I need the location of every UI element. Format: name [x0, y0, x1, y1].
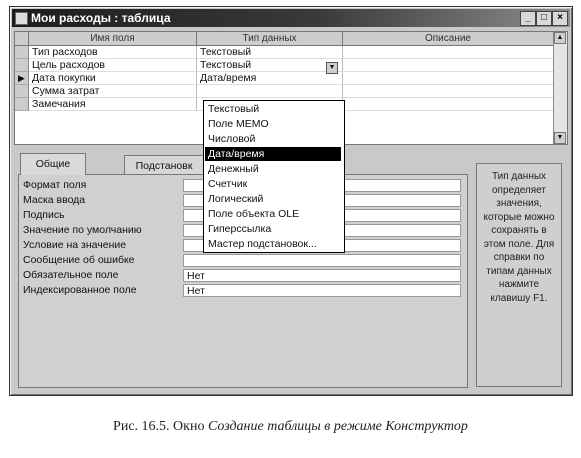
dropdown-option[interactable]: Поле МЕМО — [208, 118, 269, 130]
field-name-cell[interactable]: Сумма затрат — [29, 85, 197, 98]
description-cell[interactable] — [343, 85, 554, 98]
property-label: Формат поля — [23, 179, 87, 191]
title-bar[interactable] — [12, 9, 570, 27]
dropdown-option[interactable]: Логический — [208, 193, 264, 205]
row-selector[interactable] — [15, 46, 29, 59]
dropdown-option[interactable]: Мастер подстановок... — [208, 238, 317, 250]
grid-vertical-scrollbar[interactable] — [553, 32, 567, 144]
field-name-cell[interactable]: Замечания — [29, 98, 197, 111]
property-value[interactable]: Нет — [183, 284, 461, 297]
dropdown-option-selected[interactable]: Дата/время — [205, 147, 341, 161]
description-cell[interactable] — [343, 46, 554, 59]
maximize-button[interactable]: □ — [536, 11, 552, 26]
current-row-marker[interactable]: ▶ — [15, 72, 29, 85]
property-label: Обязательное поле — [23, 269, 119, 281]
scroll-up-icon[interactable]: ▲ — [554, 32, 566, 44]
minimize-button[interactable]: _ — [520, 11, 536, 26]
data-type-combo[interactable]: Дата/время — [197, 72, 343, 85]
chevron-down-icon[interactable]: ▼ — [326, 62, 338, 74]
close-button[interactable]: × — [552, 11, 568, 26]
field-name-cell[interactable]: Тип расходов — [29, 46, 197, 59]
property-label: Сообщение об ошибке — [23, 254, 135, 266]
data-type-cell[interactable]: Текстовый — [197, 46, 343, 59]
property-label: Подпись — [23, 209, 65, 221]
description-cell[interactable] — [343, 72, 554, 85]
data-type-dropdown — [203, 100, 345, 253]
dropdown-option[interactable]: Денежный — [208, 163, 259, 175]
caption-prefix: Рис. 16.5. Окно — [113, 419, 208, 434]
window-title: Мои расходы : таблица — [31, 11, 171, 25]
property-label: Значение по умолчанию — [23, 224, 142, 236]
field-name-cell[interactable]: Цель расходов — [29, 59, 197, 72]
description-cell[interactable] — [343, 98, 554, 111]
figure-caption — [0, 419, 581, 435]
table-icon — [15, 12, 28, 25]
table-design-window — [9, 6, 573, 396]
field-name-cell[interactable]: Дата покупки — [29, 72, 197, 85]
data-type-cell[interactable] — [197, 85, 343, 98]
dropdown-option[interactable]: Счетчик — [208, 178, 248, 190]
dropdown-option[interactable]: Гиперссылка — [208, 223, 272, 235]
scroll-down-icon[interactable]: ▼ — [554, 132, 566, 144]
column-header-field-name: Имя поля — [29, 32, 197, 46]
property-label: Индексированное поле — [23, 284, 137, 296]
property-label: Условие на значение — [23, 239, 127, 251]
row-selector[interactable] — [15, 98, 29, 111]
column-header-description: Описание — [343, 32, 554, 46]
caption-italic: Создание таблицы в режиме Конструктор — [207, 419, 468, 434]
data-type-cell[interactable]: Текстовый — [197, 59, 343, 72]
row-selector[interactable] — [15, 59, 29, 72]
dropdown-option[interactable]: Числовой — [208, 133, 256, 145]
dropdown-option[interactable]: Поле объекта OLE — [208, 208, 300, 220]
property-label: Маска ввода — [23, 194, 86, 206]
dropdown-option[interactable]: Текстовый — [208, 103, 260, 115]
help-text: Тип данных определяет значения, которые можно сохранять в этом поле. Для справки по типам данных нажмите клавишу F1. — [476, 163, 562, 387]
row-selector-header — [15, 32, 29, 46]
tab-general[interactable]: Общие — [20, 153, 86, 175]
row-selector[interactable] — [15, 85, 29, 98]
column-header-data-type: Тип данных — [197, 32, 343, 46]
tab-lookup[interactable]: Подстановк — [124, 155, 204, 175]
description-cell[interactable] — [343, 59, 554, 72]
property-value[interactable]: Нет — [183, 269, 461, 282]
property-value[interactable] — [183, 254, 461, 267]
